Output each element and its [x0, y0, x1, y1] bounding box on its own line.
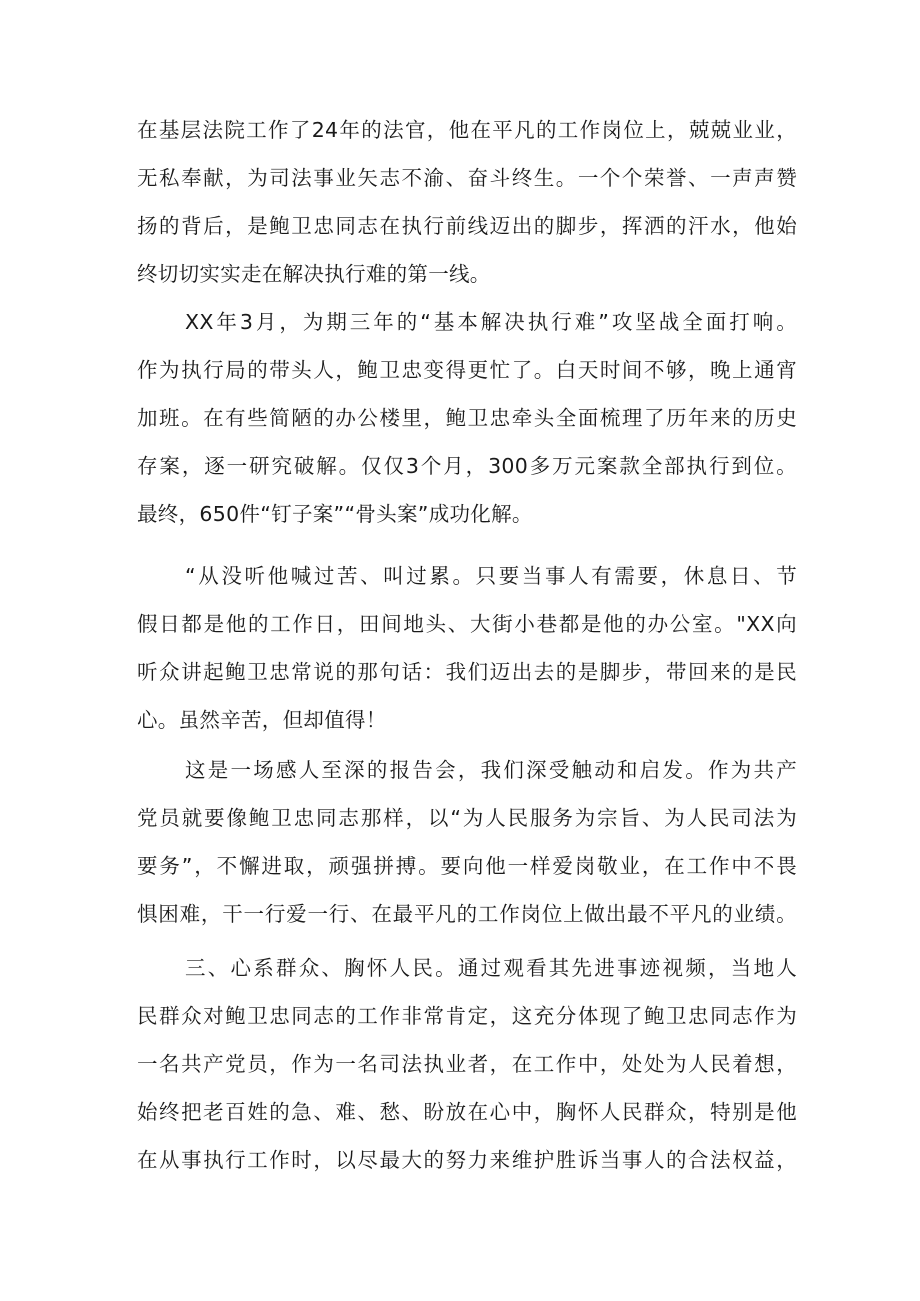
- text-line: 加班。在有些简陋的办公楼里，鲍卫忠牵头全面梳理了历年来的历史: [137, 406, 797, 430]
- text-line: 一名共产党员，作为一名司法执业者，在工作中，处处为人民着想，: [137, 1052, 797, 1076]
- text-line: 党员就要像鲍卫忠同志那样，以“为人民服务为宗旨、为人民司法为: [137, 806, 797, 830]
- text-line: 要务”，不懈进取，顽强拼搏。要向他一样爱岗敬业，在工作中不畏: [137, 854, 797, 878]
- paragraph-4: [137, 746, 797, 938]
- paragraph-5: [137, 944, 797, 1184]
- text-line: 听众讲起鲍卫忠常说的那句话：我们迈出去的是脚步，带回来的是民: [137, 660, 797, 684]
- text-line: “从没听他喊过苦、叫过累。只要当事人有需要，休息日、节: [185, 564, 797, 588]
- text-line: 在从事执行工作时，以尽最大的努力来维护胜诉当事人的合法权益，: [137, 1148, 797, 1172]
- text-line: 终切切实实走在解决执行难的第一线。: [137, 262, 491, 286]
- text-line: 三、心系群众、胸怀人民。通过观看其先进事迹视频，当地人: [185, 956, 797, 980]
- text-line: XX年3月，为期三年的“基本解决执行难”攻坚战全面打响。: [185, 310, 797, 334]
- paragraph-2: [137, 298, 797, 538]
- text-line: 存案，逐一研究破解。仅仅3个月，300多万元案款全部执行到位。: [137, 454, 797, 478]
- text-line: 民群众对鲍卫忠同志的工作非常肯定，这充分体现了鲍卫忠同志作为: [137, 1004, 797, 1028]
- text-line: 最终，650件“钉子案”“骨头案”成功化解。: [137, 502, 533, 526]
- text-line: 假日都是他的工作日，田间地头、大街小巷都是他的办公室。"XX向: [137, 612, 797, 636]
- text-line: 这是一场感人至深的报告会，我们深受触动和启发。作为共产: [185, 758, 797, 782]
- text-line: 始终把老百姓的急、难、愁、盼放在心中，胸怀人民群众，特别是他: [137, 1100, 797, 1124]
- text-line: 心。虽然辛苦，但却值得！: [137, 708, 387, 732]
- text-line: 无私奉献，为司法事业矢志不渝、奋斗终生。一个个荣誉、一声声赞: [137, 166, 797, 190]
- text-line: 作为执行局的带头人，鲍卫忠变得更忙了。白天时间不够，晚上通宵: [137, 358, 797, 382]
- paragraph-3: [137, 552, 797, 744]
- text-line: 惧困难，干一行爱一行、在最平凡的工作岗位上做出最不平凡的业绩。: [137, 902, 797, 926]
- text-line: 在基层法院工作了24年的法官，他在平凡的工作岗位上，兢兢业业，: [137, 118, 797, 142]
- text-line: 扬的背后，是鲍卫忠同志在执行前线迈出的脚步，挥洒的汗水，他始: [137, 214, 797, 238]
- paragraph-1: [137, 106, 797, 298]
